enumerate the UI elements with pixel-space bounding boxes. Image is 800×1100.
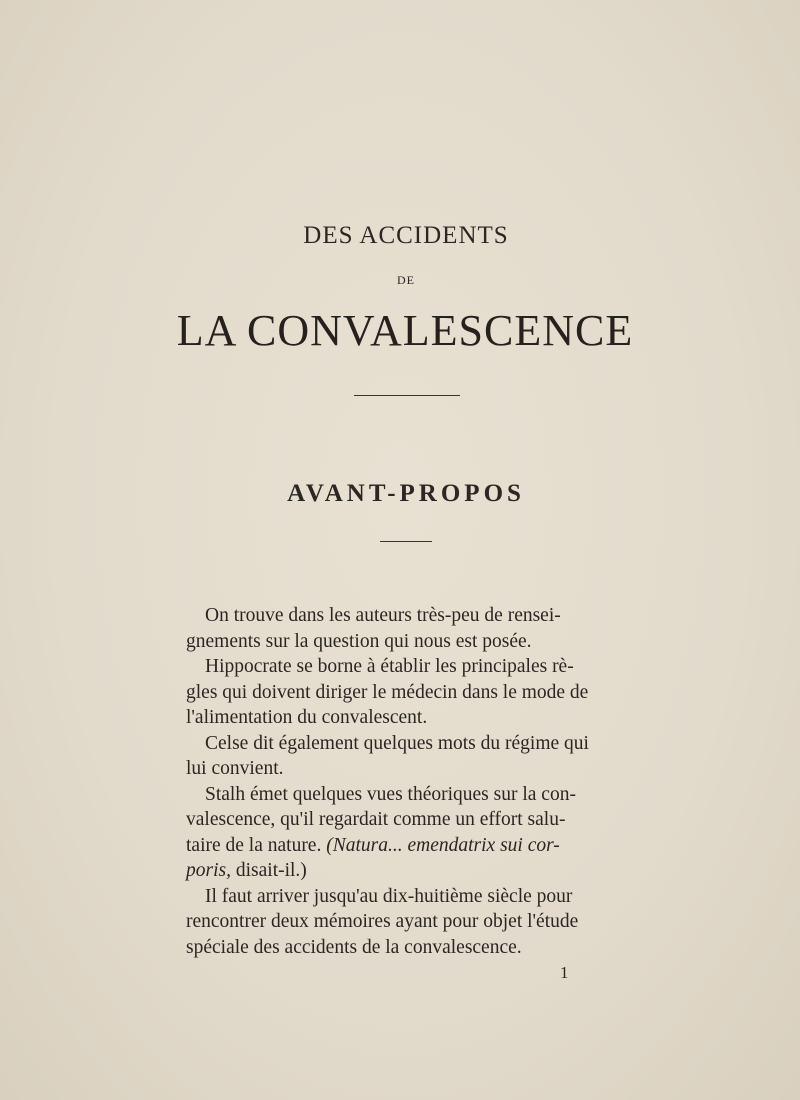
page-number: 1 [560,963,569,982]
text-line: Celse dit également quelques mots du régime qui [205,732,589,754]
text-line: gnements sur la question qui nous est posée. [186,630,532,652]
document-title: LA CONVALESCENCE [176,306,634,355]
latin-quote-end: poris, [186,860,231,881]
text-line: Hippocrate se borne à établir les principales rè- [205,656,574,677]
text-line-content: On trouve dans les auteurs très-peu de rensei- [205,605,561,626]
title-line-2: DE [397,273,415,287]
latin-quote: (Natura... emendatrix sui cor- [326,834,560,856]
text-line: gles qui doivent diriger le médecin dans le mode de [186,681,589,703]
body-text [186,603,626,960]
text-line [186,603,645,629]
title-divider [354,395,460,396]
text-line: l'alimentation du convalescent. [186,707,428,728]
title-line-1: DES ACCIDENTS [303,222,509,249]
text-fragment: disait-il.) [235,860,307,881]
text-line [186,858,626,884]
text-line: spéciale des accidents de la convalescence. [186,936,522,958]
section-heading: AVANT-PROPOS [287,480,525,507]
text-line [186,833,626,859]
text-line: Il faut arriver jusqu'au dix-huitième siècle pour [205,885,573,907]
text-line: valescence, qu'il regardait comme un effort salu- [186,809,566,830]
text-line: Stalh émet quelques vues théoriques sur la con- [205,783,576,805]
text-line: rencontrer deux mémoires ayant pour objet l'étude [186,911,579,932]
section-divider [380,541,432,542]
text-fragment: taire de la nature. [186,834,322,856]
text-line: lui convient. [186,758,284,779]
